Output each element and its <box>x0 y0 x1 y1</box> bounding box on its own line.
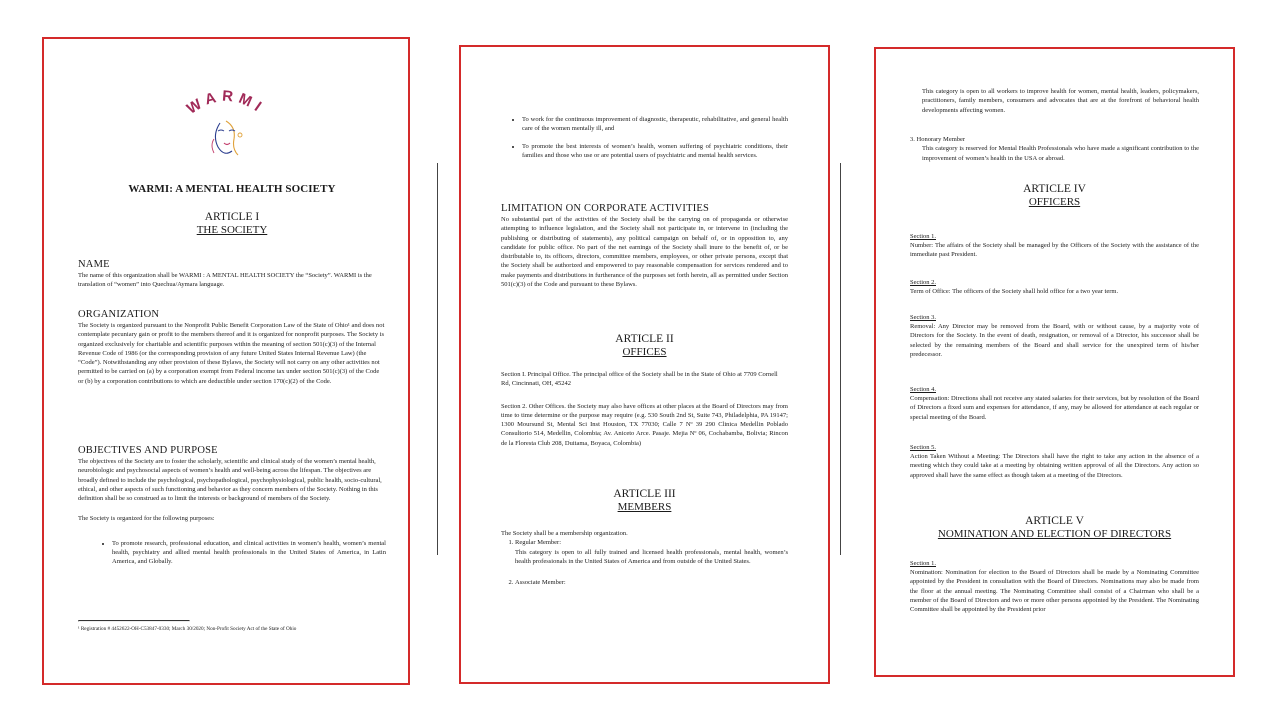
nomination-section-text: Nomination: Nomination for election to the Board of Directors shall be made by a Nominating Committee appointed by the President in consultation with the Board of Directors. Nominations may also be made from the floor at the annual meeting. The Nominating Committee shall consist of a Chairman who shall be a member of the Board of Directors and two or more other persons appointed by the President. The Nominating Committee shall be appointed by the President prior <box>910 569 1199 614</box>
article-2-subtitle: OFFICES <box>622 346 667 358</box>
article-1-title: ARTICLE I <box>204 211 260 223</box>
members-list <box>501 538 788 587</box>
name-text: The name of this organization shall be WARMI : A MENTAL HEALTH SOCIETY the “Society”. WARMI is the translation of “women” into Quechua/Aymara language. <box>78 272 372 289</box>
officers-section-text: Term of Office: The officers of the Society shall hold office for a two year term. <box>910 288 1119 295</box>
purposes-list <box>78 539 386 567</box>
document-title: WARMI: A MENTAL HEALTH SOCIETY <box>128 183 336 195</box>
list-item: • To work for the continuous improvement of diagnostic, therapeutic, rehabilitative, and general health care of the women mentally ill, and <box>522 115 788 134</box>
member-label: Regular Member: <box>515 539 562 547</box>
objectives-text: The objectives of the Society are to foster the scholarly, scientific and clinical study of the women’s mental health, neurobiologic and psychosocial aspects of women’s health and well-being across the lifespan. The objectives are broadly defined to include the psychological, psychopathological, psychophysiological, public health, socio-cultural, ethical, and other aspects of such functioning and behavior as they concern members of the Society. Nothing in this definition shall be so construed as to limit the interests or background of members of the Society. <box>78 458 382 503</box>
associate-text: This category is open to all workers to improve health for women, mental health, leaders, policymakers, practitioners, family members, consumers and advocates that are at the forefront of behavioral health developments affecting women. <box>922 88 1199 114</box>
offices-section-2: Section 2. Other Offices. the Society may also have offices at other places at the Board of Directors may from time to time determine or the purpose may require (e.g. 530 South 2nd St, Suite 743, Philadelphia, PA 19147; 1300 Moursund St, Mental Sci Inst Houston, TX 77030; Calle 7 Nº 39 290 Clinica Medellin Poblado Consultorio 514, Medellin, Colombia; Av. Aniceto Arce. Pasaje. Mejia Nº 06, Cochabamba, Bolivia; Rincon de la Floresta Club 208, Duitama, Boyaca, Colombia) <box>501 402 788 447</box>
article-3-title: ARTICLE III <box>613 488 676 500</box>
purposes-intro: The Society is organized for the following purposes: <box>78 515 215 523</box>
officers-section-label: Section 4. <box>910 386 936 393</box>
honorary-label: 3. Honorary Member <box>910 136 966 143</box>
officers-section-text: Compensation: Directions shall not receive any stated salaries for their services, but by resolution of the Board of Directors a fixed sum and expenses for attendance, if any, may be allowed for attendance at each regular or special meeting of the Board. <box>910 395 1199 421</box>
officers-section-label: Section 2. <box>910 279 936 286</box>
warmi-logo <box>174 83 278 161</box>
honorary-text: This category is reserved for Mental Health Professionals who have made a significant contribution to the improvement of women’s health in the USA or abroad. <box>922 145 1199 162</box>
officers-section-label: Section 5. <box>910 444 936 451</box>
member-text: This category is open to all fully trained and licensed health professionals, mental health, women’s health professionals in the United States of America and from outside of the United States. <box>515 548 788 565</box>
svg-text:WARMI: WARMI <box>183 87 269 118</box>
list-item <box>515 578 788 587</box>
organization-heading: ORGANIZATION <box>78 309 160 320</box>
members-intro: The Society shall be a membership organization. <box>501 530 628 537</box>
page-divider-left <box>437 163 438 555</box>
list-item <box>515 538 788 566</box>
article-5-subtitle: NOMINATION AND ELECTION OF DIRECTORS <box>937 528 1172 540</box>
document-page-1 <box>42 37 410 685</box>
article-3-subtitle: MEMBERS <box>617 501 672 513</box>
nomination-section-label: Section 1. <box>910 560 936 567</box>
officers-section-label: Section 1. <box>910 233 936 240</box>
list-item: • To promote research, professional education, and clinical activities in women’s health, women’s mental health, psychiatry and allied mental health professionals in the United States of America, in Latin America, and Globally. <box>112 539 386 567</box>
organization-text: The Society is organized pursuant to the Nonprofit Public Benefit Corporation Law of the State of Ohio¹ and does not contemplate pecuniary gain or profit to the members thereof and it is organized for nonprofit purposes. The Society is organized exclusively for charitable and scientific purposes within the meaning of section 501(c)(3) of the Internal Revenue Code of 1986 (or the corresponding provision of any future United States Internal Revenue Law) (the “Code”). Notwithstanding any other provision of these Bylaws, the Society will not carry on any other activities not permitted to be carried on (a) by a corporation exempt from Federal income tax under section 501(c)(3) of the Code or (b) by a corporation contributions to which are deductible under section 170(c)(2) of the Code. <box>78 322 385 385</box>
footnote: ¹ Registration # 4452622-OH-C53847-0330; March 30/2020; Non-Profit Society Act of the State of Ohio <box>78 626 297 632</box>
footnote-rule <box>78 620 190 622</box>
article-1-subtitle: THE SOCIETY <box>196 224 268 236</box>
objectives-heading: OBJECTIVES AND PURPOSE <box>78 445 218 456</box>
article-4-title: ARTICLE IV <box>1023 183 1086 195</box>
article-4-subtitle: OFFICERS <box>1028 196 1081 208</box>
document-page-2 <box>459 45 830 684</box>
officers-section-text: Action Taken Without a Meeting: The Directors shall have the right to take any action in the absence of a meeting which they could take at a meeting by obtaining written approval of all the Directors. Any action so approved shall have the same effect as though taken at a meeting of the Directors. <box>910 453 1199 479</box>
limitation-heading: LIMITATION ON CORPORATE ACTIVITIES <box>501 203 710 214</box>
officers-section-label: Section 3. <box>910 314 936 321</box>
member-label: Associate Member: <box>515 579 566 587</box>
offices-section-1: Section I. Principal Office. The principal office of the Society shall be in the State of Ohio at 7709 Cornell Rd, Cincinnati, OH, 45242 <box>501 371 778 388</box>
officers-section-text: Removal: Any Director may be removed from the Board, with or without cause, by a majority vote of Directors for the Society. In the event of death, resignation, or removal of a Director, his successor shall be selected by the remaining members of the Board and shall service for the unexpired term of his/her predecessor. <box>910 323 1199 358</box>
list-item: • To promote the best interests of women’s health, women suffering of psychiatric conditions, their families and those who use or are potential users of psychiatric and mental health services. <box>522 142 788 161</box>
name-heading: NAME <box>78 259 110 270</box>
page-divider-right <box>840 163 841 555</box>
article-5-title: ARTICLE V <box>1025 515 1084 527</box>
article-2-title: ARTICLE II <box>615 333 674 345</box>
limitation-text: No substantial part of the activities of the Society shall be the carrying on of propaganda or otherwise attempting to influence legislation, and the Society shall not participate in, or intervene in (including the publishing or distributing of statements), any political campaign on behalf of, or in opposition to, any candidate for public office. No part of the net earnings of the Society shall inure to the benefit of, or be distributable to, its officers, directors, committee members, employees, or other private persons, except that the Society shall be authorized and empowered to pay reasonable compensation for services rendered and to make payments and distributions in furtherance of the purposes set forth herein, all as permitted under Section 501(c)(3) of the Code and pursuant to these Bylaws. <box>501 216 788 289</box>
document-page-3 <box>874 47 1235 677</box>
officers-section-text: Number: The affairs of the Society shall be managed by the Officers of the Society with the assistance of the immediate past President. <box>910 242 1199 259</box>
purposes-list-continued <box>488 115 788 160</box>
